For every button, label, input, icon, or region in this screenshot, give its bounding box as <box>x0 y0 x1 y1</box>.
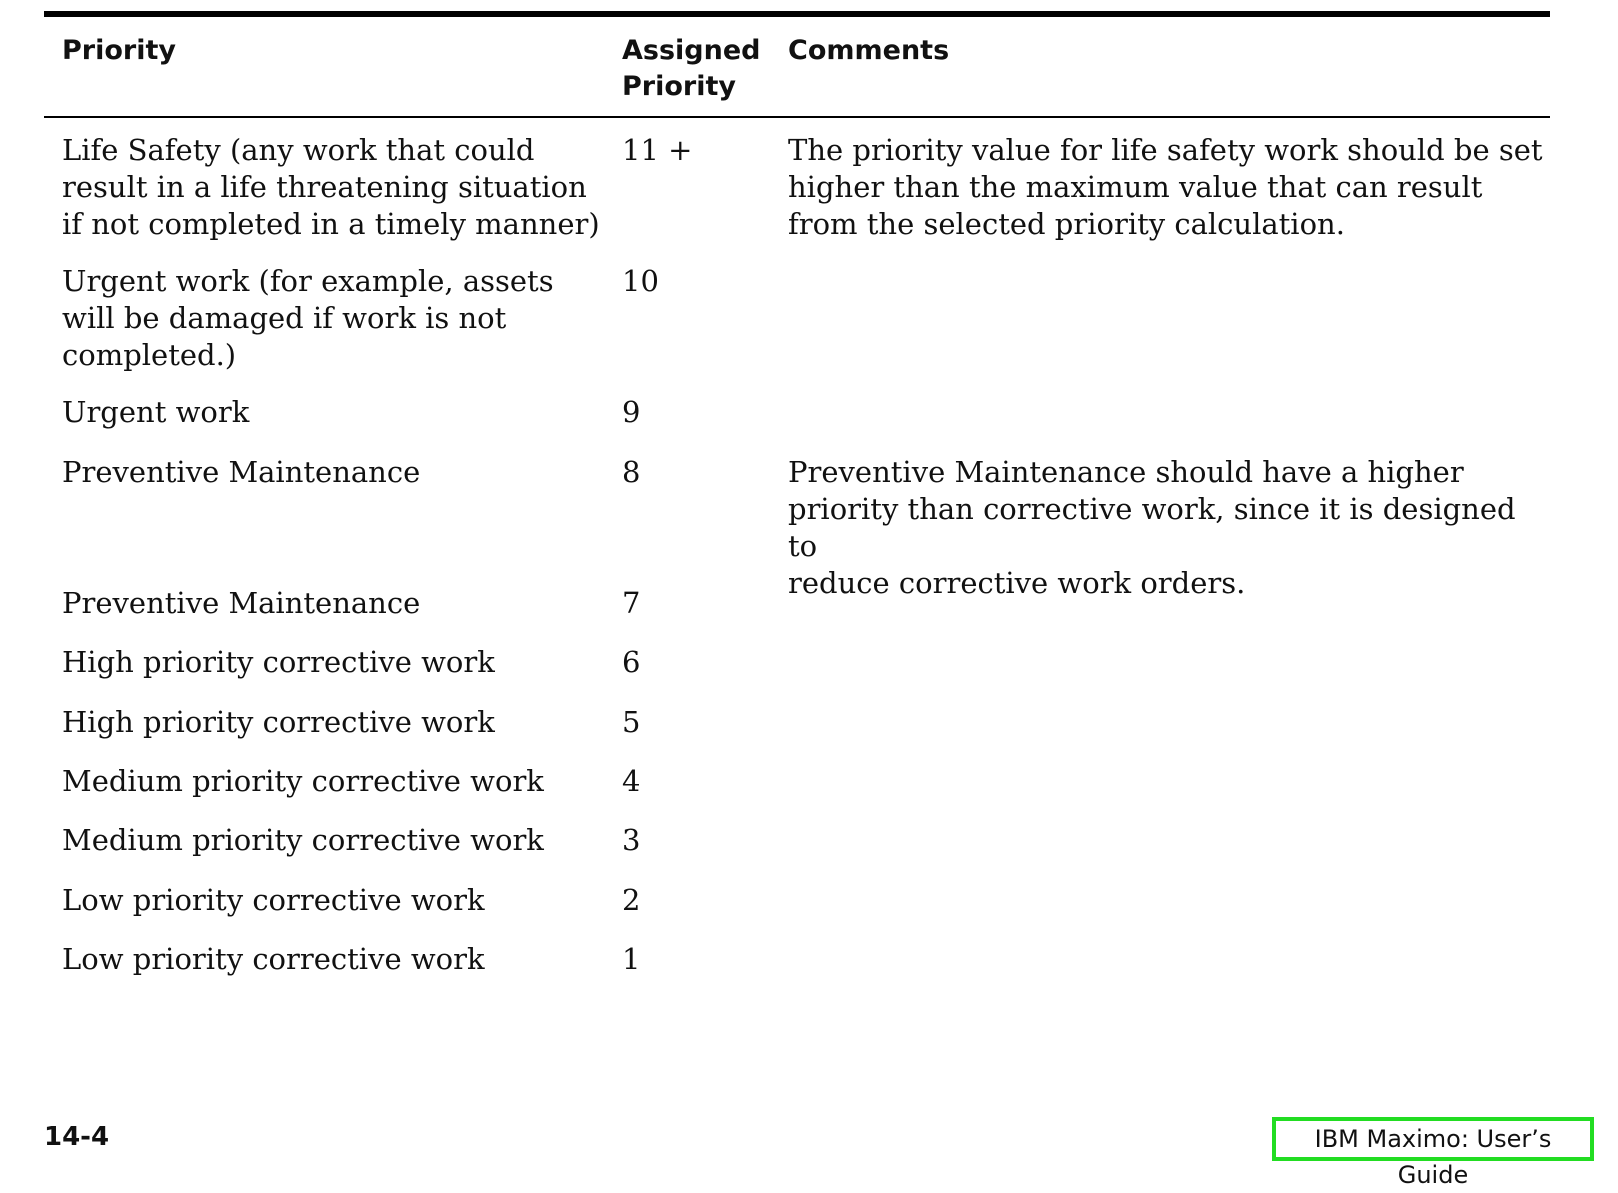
priority-table <box>44 11 1550 1001</box>
table-body <box>44 132 1550 1001</box>
assigned-priority-cell: 6 <box>622 645 641 679</box>
table-row <box>44 704 1550 763</box>
assigned-priority-cell: 10 <box>622 264 659 298</box>
table-row <box>44 585 1550 644</box>
priority-cell: Medium priority corrective work <box>62 823 544 857</box>
priority-cell: Low priority corrective work <box>62 942 485 976</box>
header-priority: Priority <box>62 35 176 66</box>
header-assigned-priority: Assigned Priority <box>622 35 761 102</box>
priority-cell: Low priority corrective work <box>62 883 485 917</box>
priority-cell: Medium priority corrective work <box>62 764 544 798</box>
assigned-priority-cell: 7 <box>622 586 641 620</box>
priority-cell: High priority corrective work <box>62 645 495 679</box>
table-row <box>44 394 1550 454</box>
assigned-priority-cell: 3 <box>622 823 641 857</box>
table-row <box>44 644 1550 704</box>
assigned-priority-cell: 4 <box>622 764 641 798</box>
priority-cell: Urgent work (for example, assets will be damaged if work is not completed.) <box>62 264 554 372</box>
priority-cell: Preventive Maintenance <box>62 586 421 620</box>
assigned-priority-cell: 11 + <box>622 133 693 167</box>
table-row <box>44 454 1550 600</box>
assigned-priority-cell: 1 <box>622 942 641 976</box>
table-row <box>44 263 1550 394</box>
book-title-footer: IBM Maximo: User’s Guide <box>1272 1117 1594 1161</box>
table-header <box>44 17 1550 118</box>
assigned-priority-cell: 5 <box>622 705 641 739</box>
comments-cell: Preventive Maintenance should have a higher priority than corrective work, since it is designed to reduce corrective work orders. <box>788 455 1516 600</box>
assigned-priority-cell: 9 <box>622 395 641 429</box>
priority-cell: High priority corrective work <box>62 705 495 739</box>
priority-cell: Urgent work <box>62 395 250 429</box>
page-number: 14-4 <box>44 1122 110 1152</box>
header-comments: Comments <box>788 35 950 66</box>
table-row <box>44 941 1550 1001</box>
comments-cell: The priority value for life safety work should be set higher than the maximum value that can result from the selected priority calculation. <box>788 133 1543 241</box>
priority-cell: Life Safety (any work that could result in a life threatening situation if not completed in a timely manner) <box>62 133 600 241</box>
table-row <box>44 763 1550 822</box>
assigned-priority-cell: 2 <box>622 883 641 917</box>
table-row <box>44 132 1550 263</box>
table-row <box>44 882 1550 941</box>
assigned-priority-cell: 8 <box>622 455 641 489</box>
table-row <box>44 822 1550 882</box>
priority-cell: Preventive Maintenance <box>62 455 421 489</box>
